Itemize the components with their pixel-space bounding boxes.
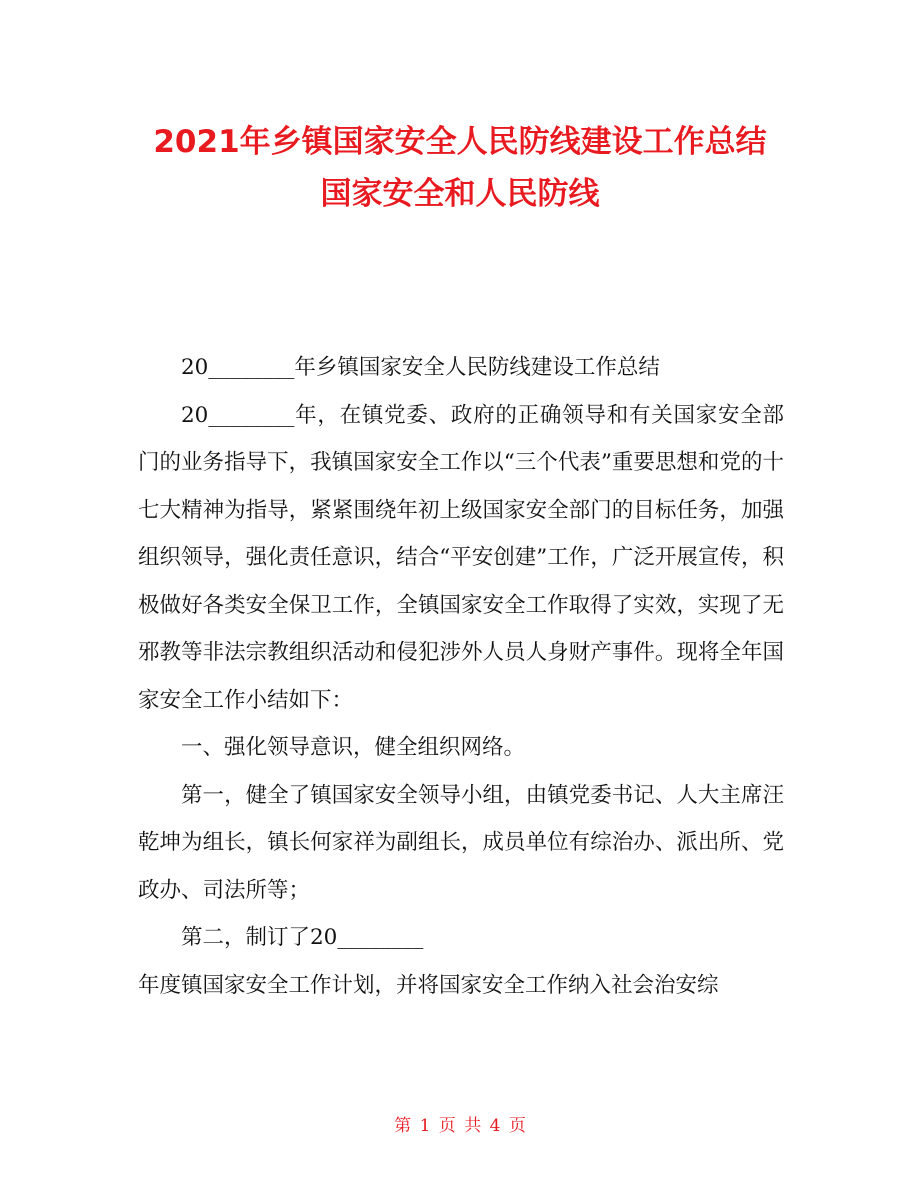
paragraph-heading: 20________年乡镇国家安全人民防线建设工作总结 [181,355,660,380]
page-footer: 第 1 页 共 4 页 [394,1116,526,1136]
document-title: 2021年乡镇国家安全人民防线建设工作总结 [153,124,767,160]
document-subtitle: 国家安全和人民防线 [320,176,600,212]
paragraph-second-point-continued: 年度镇国家安全工作计划，并将国家安全工作纳入社会治安综 [138,972,719,998]
paragraph-second-point: 第二，制订了20________ [181,925,424,950]
section-heading-1: 一、强化领导意识，健全组织网络。 [181,735,526,760]
document-body [138,344,784,1009]
paragraph-first-point: 第一，健全了镇国家安全领导小组，由镇党委书记、人大主席汪乾坤为组长，镇长何家祥为副组长，成员单位有综治办、派出所、党政办、司法所等； [138,782,784,903]
paragraph-intro: 20________年，在镇党委、政府的正确领导和有关国家安全部门的业务指导下，我镇国家安全工作以“三个代表”重要思想和党的十七大精神为指导，紧紧围绕年初上级国家安全部门的目标任务，加强组织领导，强化责任意识，结合“平安创建”工作，广泛开展宣传，积极做好各类安全保卫工作，全镇国家安全工作取得了实效，实现了无邪教等非法宗教组织活动和侵犯涉外人员人身财产事件。现将全年国家安全工作小结如下： [138,402,784,713]
